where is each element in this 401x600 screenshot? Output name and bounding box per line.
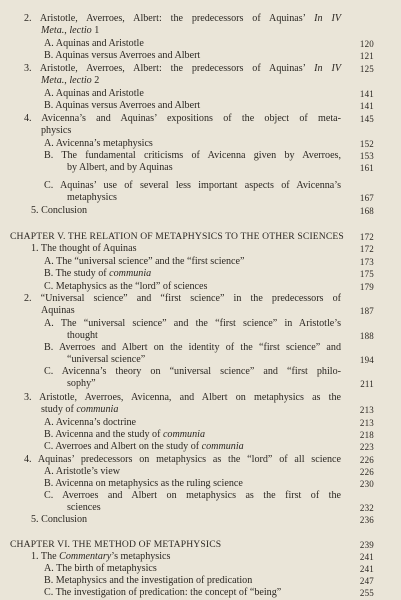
page-number: 213 [359,405,374,415]
page-number: 167 [359,193,374,203]
page-number: 194 [359,355,374,365]
page-number: 230 [359,479,374,489]
toc-entry-text: A. The “universal science” and the “first science” in Aristotle’s [44,318,341,329]
page-number: 153 [359,151,374,161]
toc-entry-text: CHAPTER V. THE RELATION OF METAPHYSICS TO THE OTHER SCIENCES [10,231,344,242]
page-number: 161 [359,163,374,173]
page-number: 247 [359,576,374,586]
toc-entry-text: B. Avicenna and the study of communia [44,429,206,440]
page-number: 223 [359,442,374,452]
toc-entry-text: by Albert, and by Aquinas [67,162,173,173]
page-number: 179 [359,282,374,292]
toc-entry-text: Meta., lectio 2 [41,75,100,86]
toc-entry-text: CHAPTER VI. THE METHOD OF METAPHYSICS [10,539,222,550]
page-number: 188 [359,331,374,341]
toc-entry-text: 5. Conclusion [31,205,88,216]
toc-entry-text: B. The fundamental criticisms of Avicenna given by Averroes, [44,150,341,161]
toc-entry-text: B. The study of communia [44,268,152,279]
page-number: 213 [359,418,374,428]
page-number: 255 [359,588,374,598]
page-number: 145 [359,114,374,124]
toc-entry-text: metaphysics [67,192,117,203]
page-number: 120 [359,39,374,49]
toc-entry-text: Aquinas [41,305,75,316]
page-number: 236 [359,515,374,525]
toc-entry-text: 2. “Universal science” and “first science” in the predecessors of [24,293,341,304]
page-number: 121 [359,51,374,61]
toc-entry-text: B. Avicenna on metaphysics as the ruling science [44,478,243,489]
page-number: 168 [359,206,374,216]
toc-entry-text: A. The birth of metaphysics [44,563,157,574]
page-number: 175 [359,269,374,279]
toc-entry-text: 1. The thought of Aquinas [31,243,137,254]
toc-entry-text: A. Avicenna’s doctrine [44,417,137,428]
toc-entry-text: B. Averroes and Albert on the identity of the “first science” and [44,342,341,353]
toc-entry-text: A. Aristotle’s view [44,466,120,477]
toc-entry-text: sciences [67,502,101,513]
toc-entry-text: 4. Aquinas’ predecessors on metaphysics as the “lord” of all science [24,454,341,465]
toc-entry-text: 3. Aristotle, Averroes, Avicenna, and Albert on metaphysics as the [24,392,341,403]
page-number: 173 [359,257,374,267]
toc-entry-text: physics [41,125,72,136]
toc-entry-text: A. Aquinas and Aristotle [44,38,144,49]
page-number: 239 [359,540,374,550]
toc-entry-text: 2. Aristotle, Averroes, Albert: the predecessors of Aquinas’ In IV [24,13,341,24]
page-number: 187 [359,306,374,316]
page-number: 141 [359,89,374,99]
page-number: 141 [359,101,374,111]
toc-entry-text: C. Aquinas’ use of several less important aspects of Avicenna’s [44,180,341,191]
toc-entry-text: C. Averroes and Albert on the study of communia [44,441,244,452]
page-number: 232 [359,503,374,513]
toc-entry-text: A. The “universal science” and the “first science” [44,256,245,267]
page-number: 241 [359,564,374,574]
page-number: 218 [359,430,374,440]
toc-entry-text: study of communia [41,404,119,415]
toc-entry-text: C. Avicenna’s theory on “universal science” and “first philo- [44,366,341,377]
toc-entry-text: B. Aquinas versus Averroes and Albert [44,100,201,111]
page-number: 125 [359,64,374,74]
toc-entry-text: 4. Avicenna’s and Aquinas’ expositions of the object of meta- [24,113,341,124]
page-number: 172 [359,244,374,254]
toc-entry-text: “universal science” [67,354,146,365]
page-number: 226 [359,467,374,477]
toc-entry-text: B. Metaphysics and the investigation of predication [44,575,253,586]
toc-entry-text: 5. Conclusion [31,514,88,525]
toc-entry-text: 1. The Commentary’s metaphysics [31,551,171,562]
page-number: 241 [359,552,374,562]
toc-entry-text: thought [67,330,98,341]
toc-entry-text: A. Avicenna’s metaphysics [44,138,153,149]
page-number: 152 [359,139,374,149]
toc-entry-text: sophy” [67,378,96,389]
page-number: 172 [359,232,374,242]
toc-entry-text: Meta., lectio 1 [41,25,100,36]
toc-entry-text: 3. Aristotle, Averroes, Albert: the predecessors of Aquinas’ In IV [24,63,341,74]
page-number: 211 [360,379,374,389]
page-number: 226 [359,455,374,465]
toc-entry-text: C. Metaphysics as the “lord” of sciences [44,281,208,292]
toc-entry-text: C. The investigation of predication: the concept of “being” [44,587,282,598]
toc-entry-text: C. Averroes and Albert on metaphysics as the first of the [44,490,341,501]
toc-entry-text: B. Aquinas versus Averroes and Albert [44,50,201,61]
toc-entry-text: A. Aquinas and Aristotle [44,88,144,99]
